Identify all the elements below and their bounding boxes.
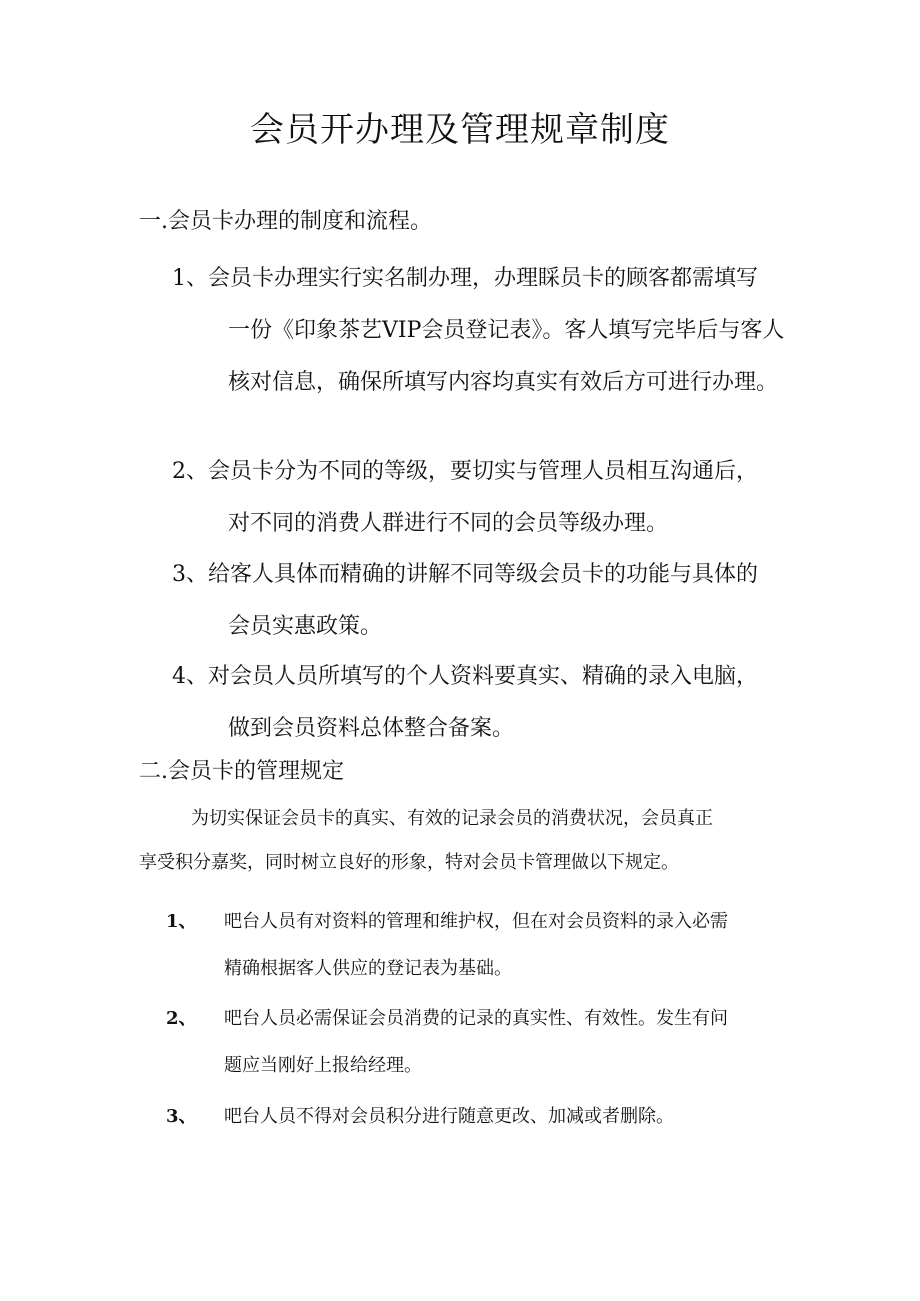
section2-intro	[139, 797, 779, 885]
rule-continuation: 精确根据客人供应的登记表为基础。	[224, 958, 512, 979]
item-continuation: 会员实惠政策。	[228, 614, 383, 639]
rule-number: 1、	[166, 911, 197, 932]
rule-number: 2、	[166, 1008, 197, 1029]
intro-line-1: 为切实保证会员卡的真实、有效的记录会员的消费状况，会员真正	[191, 808, 713, 829]
item-continuation: 做到会员资料总体整合备案。	[228, 716, 515, 741]
document-title: 会员开办理及管理规章制度	[250, 110, 670, 150]
section-heading-2: 二.会员卡的管理规定	[139, 759, 344, 784]
section2-rule-1	[166, 898, 796, 992]
rule-number: 3、	[166, 1106, 197, 1127]
section1-item-3	[172, 549, 792, 653]
item-first-line: 4、对会员人员所填写的个人资料要真实、精确的录入电脑，	[172, 664, 758, 689]
section-heading-1: 一.会员卡办理的制度和流程。	[139, 209, 432, 234]
rule-first-line: 吧台人员必需保证会员消费的记录的真实性、有效性。发生有问	[224, 1008, 728, 1029]
intro-line-2: 享受积分嘉奖，同时树立良好的形象，特对会员卡管理做以下规定。	[139, 852, 679, 873]
item-first-line: 2、会员卡分为不同的等级，要切实与管理人员相互沟通后，	[172, 459, 758, 484]
item-continuation: 对不同的消费人群进行不同的会员等级办理。	[228, 511, 669, 536]
section1-item-2	[172, 446, 792, 550]
section1-item-1	[172, 253, 792, 409]
item-continuation: 一份《印象茶艺VIP会员登记表》。客人填写完毕后与客人核对信息，确保所填写内容均真实有效后方可进行办理。	[228, 318, 785, 395]
item-first-line: 3、给客人具体而精确的讲解不同等级会员卡的功能与具体的	[172, 562, 758, 587]
rule-continuation: 题应当刚好上报给经理。	[224, 1055, 422, 1076]
rule-first-line: 吧台人员有对资料的管理和维护权，但在对会员资料的录入必需	[224, 911, 728, 932]
rule-first-line: 吧台人员不得对会员积分进行随意更改、加减或者删除。	[224, 1106, 674, 1127]
section2-rule-2	[166, 995, 796, 1089]
section2-rule-3	[166, 1093, 796, 1140]
item-first-line: 1、会员卡办理实行实名制办理，办理睬员卡的顾客都需填写	[172, 266, 758, 291]
section1-item-4	[172, 651, 792, 755]
